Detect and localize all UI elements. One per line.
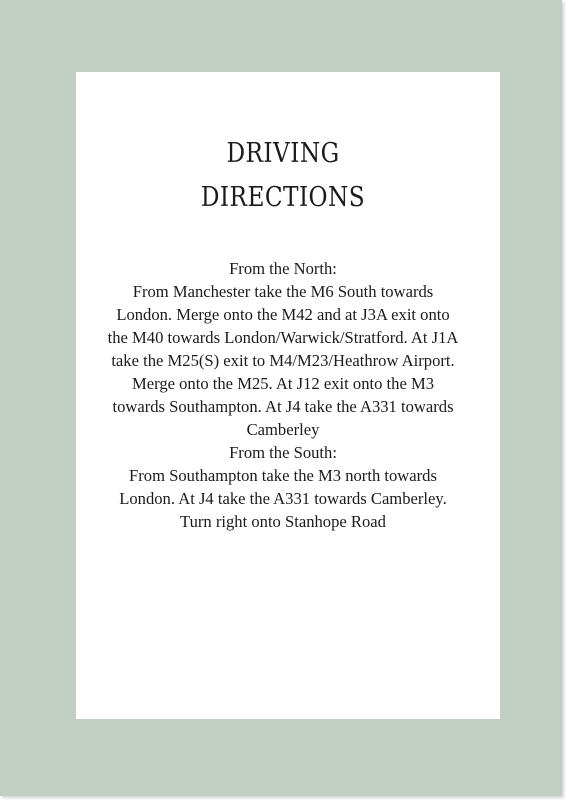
south-directions: From Southampton take the M3 north towards London. At J4 take the A331 towards Camberley. Turn right onto Stanhope Road bbox=[119, 466, 447, 531]
title-line-2: DIRECTIONS bbox=[200, 182, 366, 213]
title-line-1: DRIVING bbox=[226, 138, 340, 169]
directions-body bbox=[106, 257, 460, 533]
south-heading: From the South: bbox=[229, 443, 337, 462]
north-directions: From Manchester take the M6 South towards London. Merge onto the M42 and at J3A exit onto the M40 towards London/Warwick/Stratford. At J1A take the M25(S) exit to M4/M23/Heathrow Airport. Merge onto the M25. At J12 exit onto the M3 towards Southampton. At J4 take the A331 towards Camberley bbox=[107, 282, 459, 439]
north-heading: From the North: bbox=[229, 259, 337, 278]
page-title bbox=[40, 132, 527, 220]
